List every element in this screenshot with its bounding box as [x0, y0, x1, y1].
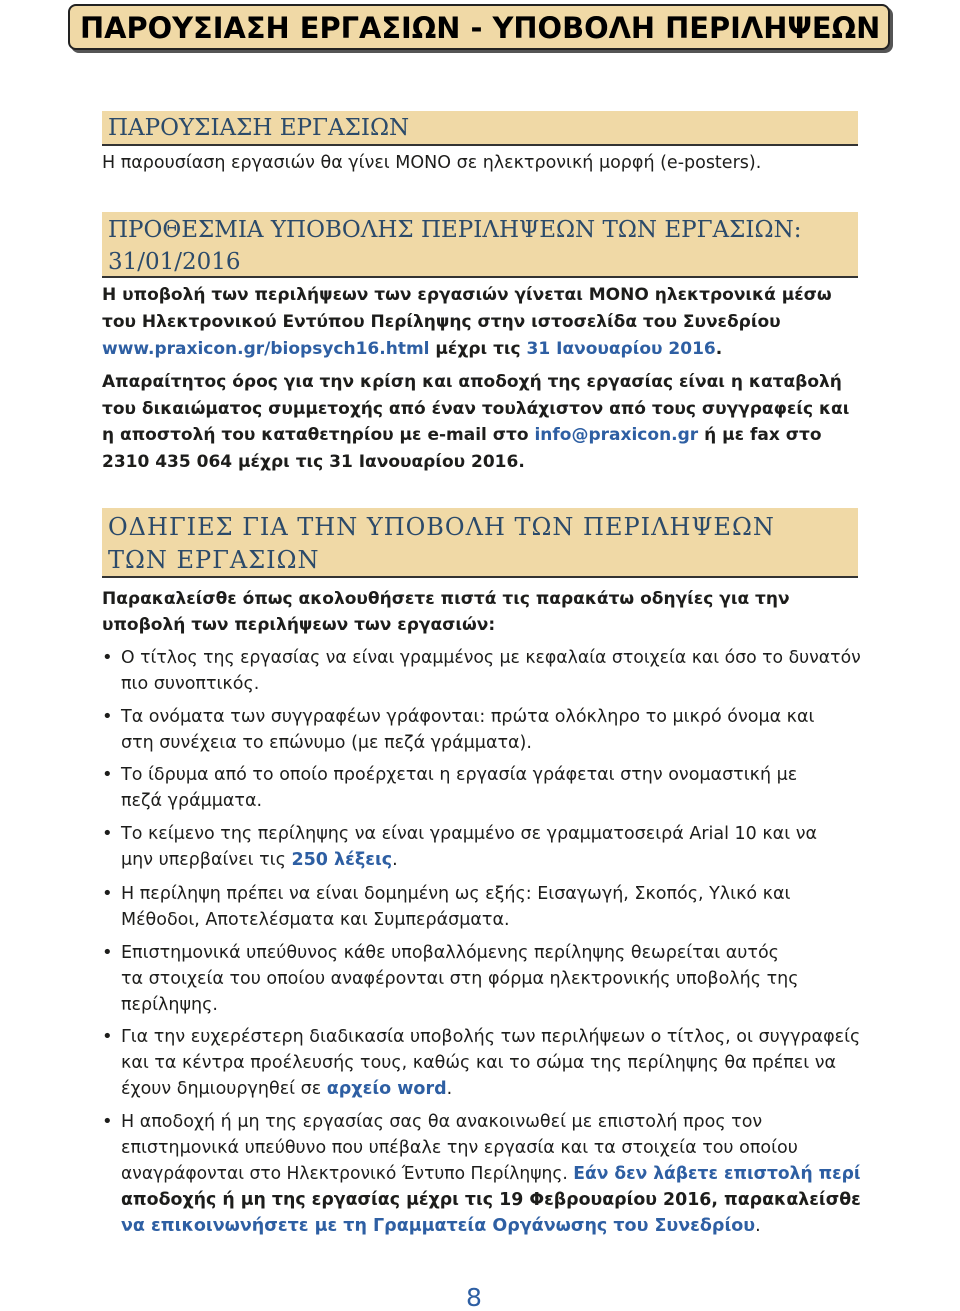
submission-text-line3 [102, 339, 722, 359]
period: . [392, 850, 398, 870]
instruction-text: Η περίληψη πρέπει να είναι δομημένη ως εξής: Εισαγωγή, Σκοπός, Υλικό και [121, 884, 791, 904]
instruction-text: πιο συνοπτικός. [121, 674, 260, 694]
instruction-text [121, 847, 398, 873]
instruction-text: τα στοιχεία του οποίου αναφέρονται στη φόρμα ηλεκτρονικής υποβολής της [121, 969, 799, 989]
instruction-item-authors [102, 704, 862, 756]
instruction-text: περίληψης. [121, 995, 218, 1015]
page-banner [68, 4, 890, 50]
instruction-text: Η αποδοχή ή μη της εργασίας σας θα ανακοινωθεί με επιστολή προς τον [121, 1112, 763, 1132]
requirement-text-line1: Απαραίτητος όρος για την κρίση και αποδοχή της εργασίας είναι η καταβολή [102, 372, 842, 392]
submission-text-line1: Η υποβολή των περιλήψεων των εργασιών γίνεται ΜΟΝΟ ηλεκτρονικά μέσω [102, 285, 832, 305]
instruction-item-acceptance [102, 1109, 862, 1241]
instruction-text: Μέθοδοι, Αποτελέσματα και Συμπεράσματα. [121, 910, 510, 930]
bullet-icon: • [102, 883, 113, 904]
period: . [446, 1079, 453, 1099]
instruction-item-text-format [102, 821, 862, 873]
section-heading-presentation [102, 111, 858, 146]
instruction-text: στη συνέχεια το επώνυμο (με πεζά γράμματα). [121, 733, 532, 753]
text-until: μέχρι τις [429, 339, 527, 359]
bullet-icon: • [102, 647, 113, 668]
deadline-date: 31 Ιανουαρίου 2016 [526, 339, 716, 359]
requirement-text-fax: ή με fax στο [698, 425, 822, 445]
acceptance-highlight: Εάν δεν λάβετε επιστολή περί [573, 1164, 861, 1184]
bullet-icon: • [102, 1111, 113, 1132]
instruction-text: πεζά γράμματα. [121, 791, 263, 811]
page-number: 8 [466, 1283, 482, 1311]
bullet-icon: • [102, 764, 113, 785]
requirement-text-line2: του δικαιώματος συμμετοχής από έναν τουλάχιστον από τους συγγραφείς και [102, 399, 850, 419]
submission-text-line2: του Ηλεκτρονικού Εντύπου Περίληψης στην ιστοσελίδα του Συνεδρίου [102, 312, 781, 332]
instruction-item-word-file [102, 1024, 862, 1102]
instruction-text: και τα κέντρα προέλευσής τους, καθώς και το σώμα της περίληψης θα πρέπει να [121, 1053, 837, 1073]
instruction-text: Το ίδρυμα από το οποίο προέρχεται η εργασία γράφεται στην ονομαστική με [121, 765, 798, 785]
instruction-text: Ο τίτλος της εργασίας να είναι γραμμένος με κεφαλαία στοιχεία και όσο το δυνατόν [121, 648, 861, 668]
instruction-item-structure [102, 881, 862, 933]
instruction-text-part: έχουν δημιουργηθεί σε [121, 1079, 327, 1099]
instruction-item-title [102, 645, 862, 697]
instruction-text: Για την ευχερέστερη διαδικασία υποβολής των περιλήψεων ο τίτλος, οι συγγραφείς [121, 1027, 861, 1047]
section-heading-instructions [102, 508, 858, 578]
instruction-text: Το κείμενο της περίληψης να είναι γραμμένο σε γραμματοσειρά Arial 10 και να [121, 824, 818, 844]
banner-title: ΠΑΡΟΥΣΙΑΣΗ ΕΡΓΑΣΙΩΝ - ΥΠΟΒΟΛΗ ΠΕΡΙΛΗΨΕΩΝ [80, 11, 881, 45]
instruction-text [121, 1213, 761, 1239]
bullet-icon: • [102, 823, 113, 844]
deadline-heading-date: 31/01/2016 [108, 249, 241, 275]
instruction-text: Επιστημονικά υπεύθυνος κάθε υποβαλλόμενης περίληψης θεωρείται αυτός [121, 943, 779, 963]
presentation-text: Η παρουσίαση εργασιών θα γίνει ΜΟΝΟ σε ηλεκτρονική μορφή (e-posters). [102, 153, 762, 173]
bullet-icon: • [102, 942, 113, 963]
deadline-heading-line1: ΠΡΟΘΕΣΜΙΑ ΥΠΟΒΟΛΗΣ ΠΕΡΙΛΗΨΕΩΝ ΤΩΝ ΕΡΓΑΣΙΩΝ: [108, 217, 802, 243]
bullet-icon: • [102, 1026, 113, 1047]
requirement-text: η αποστολή του καταθετηρίου με e-mail στο [102, 425, 535, 445]
congress-website-link[interactable]: www.praxicon.gr/biopsych16.html [102, 339, 430, 359]
contact-secretariat-highlight: να επικοινωνήσετε με τη Γραμματεία Οργάνωσης του Συνεδρίου [121, 1216, 756, 1236]
instruction-text-part: μην υπερβαίνει τις [121, 850, 292, 870]
instructions-intro-line2: υποβολή των περιλήψεων των εργασιών: [102, 615, 496, 635]
word-file-highlight: αρχείο word [326, 1079, 447, 1099]
period: . [755, 1216, 761, 1236]
instruction-text: Τα ονόματα των συγγραφέων γράφονται: πρώτα ολόκληρο το μικρό όνομα και [121, 707, 815, 727]
instruction-item-responsible [102, 940, 862, 1018]
instructions-heading-line1: ΟΔΗΓΙΕΣ ΓΙΑ ΤΗΝ ΥΠΟΒΟΛΗ ΤΩΝ ΠΕΡΙΛΗΨΕΩΝ [108, 513, 775, 541]
instruction-text: επιστημονικά υπεύθυνο που υπέβαλε την εργασία και τα στοιχεία του οποίου [121, 1138, 798, 1158]
instructions-heading-line2: ΤΩΝ ΕΡΓΑΣΙΩΝ [108, 546, 320, 574]
section-heading-deadline [102, 212, 858, 278]
acceptance-highlight: αποδοχής ή μη της εργασίας μέχρι τις 19 Φεβρουαρίου 2016, παρακαλείσθε [121, 1190, 861, 1210]
instruction-item-institution [102, 762, 862, 814]
instructions-intro-line1: Παρακαλείσθε όπως ακολουθήσετε πιστά τις παρακάτω οδηγίες για την [102, 589, 790, 609]
period: . [715, 339, 723, 359]
word-limit: 250 λέξεις [291, 850, 393, 870]
instruction-text [121, 1076, 452, 1102]
section-heading-text: ΠΑΡΟΥΣΙΑΣΗ ΕΡΓΑΣΙΩΝ [108, 115, 410, 141]
requirement-text-line4: 2310 435 064 μέχρι τις 31 Ιανουαρίου 2016. [102, 452, 525, 472]
requirement-text-line3 [102, 425, 822, 445]
bullet-icon: • [102, 706, 113, 727]
email-link[interactable]: info@praxicon.gr [534, 425, 699, 445]
instruction-text [121, 1161, 861, 1187]
instruction-text-part: αναγράφονται στο Ηλεκτρονικό Έντυπο Περίληψης. [121, 1164, 574, 1184]
